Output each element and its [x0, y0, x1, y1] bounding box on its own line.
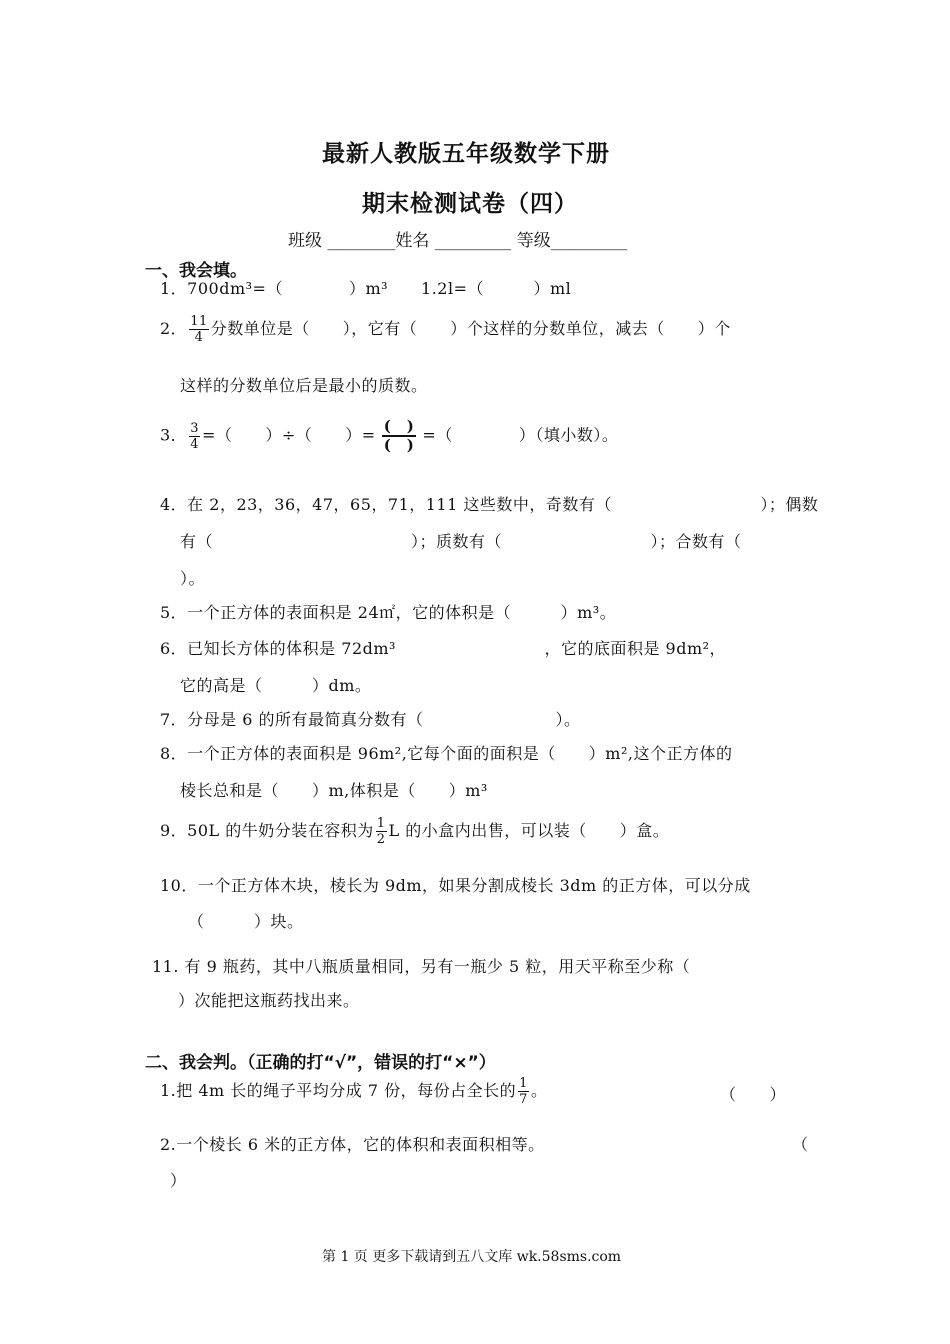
question-3-mid: =（ ）÷（ ）= — [201, 425, 376, 445]
question-9-suffix: L 的小盒内出售，可以装（ ）盒。 — [388, 821, 670, 840]
question-10-line1: 10．一个正方体木块，棱长为 9dm，如果分割成棱长 3dm 的正方体，可以分成 — [160, 876, 751, 895]
question-5: 5．一个正方体的表面积是 24㎡，它的体积是（ ）m³。 — [160, 603, 617, 622]
fraction-numerator: 1 — [519, 1076, 528, 1091]
section1-heading: 一、我会填。 — [145, 261, 247, 281]
question-2-continuation: 这样的分数单位后是最小的质数。 — [180, 376, 428, 395]
fraction-1-2 — [376, 816, 387, 847]
fraction-1-7 — [518, 1076, 529, 1107]
blank-denominator: ( ) — [383, 436, 415, 454]
fraction-denominator: 4 — [194, 330, 204, 345]
question-11-line1: 11. 有 9 瓶药，其中八瓶质量相同，另有一瓶少 5 粒，用天平称至少称（ — [152, 957, 691, 976]
section2-heading: 二、我会判。（正确的打“√”，错误的打“×”） — [145, 1053, 496, 1073]
question-6-line1: 6．已知长方体的体积是 72dm³ ，它的底面积是 9dm²， — [160, 639, 727, 658]
fraction-3-4 — [189, 421, 200, 452]
fraction-numerator: 1 — [376, 816, 386, 831]
fraction-numerator: 3 — [190, 420, 199, 436]
question-9-prefix: 9．50L 的牛奶分装在容积为 — [160, 821, 374, 840]
judge-question-1-suffix: 。 — [530, 1081, 548, 1100]
judge-question-1-prefix: 1.把 4m 长的绳子平均分成 7 份，每份占全长的 — [160, 1081, 517, 1100]
judge-answer-2-open[interactable]: （ — [792, 1135, 809, 1154]
question-2 — [160, 314, 731, 345]
question-10-line2: （ ）块。 — [188, 912, 304, 931]
fraction-numerator: 11 — [190, 314, 208, 329]
blank-numerator: ( ) — [383, 417, 415, 435]
title-line1: 最新人教版五年级数学下册 — [322, 140, 610, 167]
title-line2: 期末检测试卷（四） — [362, 190, 578, 217]
question-3 — [160, 418, 618, 454]
student-info-line: 班级 ________姓名 _________ 等级_________ — [288, 231, 628, 251]
fraction-denominator: 7 — [519, 1092, 528, 1107]
question-6-line2: 它的高是（ ）dm。 — [180, 676, 372, 695]
fraction-11-4 — [189, 314, 209, 345]
page-footer: 第 1 页 更多下载请到五八文库 wk.58sms.com — [322, 1249, 622, 1265]
question-11-line2: ）次能把这瓶药找出来。 — [178, 991, 360, 1010]
question-8-line2: 棱长总和是（ ）m,体积是（ ）m³ — [180, 781, 488, 800]
question-1: 1．700dm³=（ ）m³ 1.2l=（ ）ml — [160, 279, 572, 298]
question-2-text: 分数单位是（ ），它有（ ）个这样的分数单位，减去（ ）个 — [210, 319, 731, 338]
fraction-denominator: 2 — [376, 832, 386, 847]
question-4-line3: ）。 — [180, 569, 206, 588]
question-7: 7．分母是 6 的所有最简真分数有（ ）。 — [160, 710, 581, 729]
question-9 — [160, 816, 669, 847]
question-3-prefix: 3． — [160, 425, 188, 445]
judge-question-1 — [160, 1076, 547, 1107]
question-4-line1: 4．在 2，23，36，47，65，71，111 这些数中，奇数有（ ）；偶数 — [160, 495, 819, 514]
judge-answer-2-close[interactable]: ） — [170, 1171, 187, 1190]
question-3-suffix: =（ ）（填小数）。 — [422, 425, 619, 445]
judge-question-2: 2.一个棱长 6 米的正方体，它的体积和表面积相等。 — [160, 1135, 545, 1154]
judge-answer-1[interactable]: （ ） — [720, 1085, 787, 1104]
fraction-denominator: 4 — [190, 436, 199, 452]
question-4-line2: 有（ ）；质数有（ ）；合数有（ — [180, 532, 742, 551]
question-2-prefix: 2． — [160, 319, 188, 338]
question-8-line1: 8．一个正方体的表面积是 96m²,它每个面的面积是（ ）m²,这个正方体的 — [160, 744, 733, 763]
blank-fraction — [382, 418, 417, 454]
